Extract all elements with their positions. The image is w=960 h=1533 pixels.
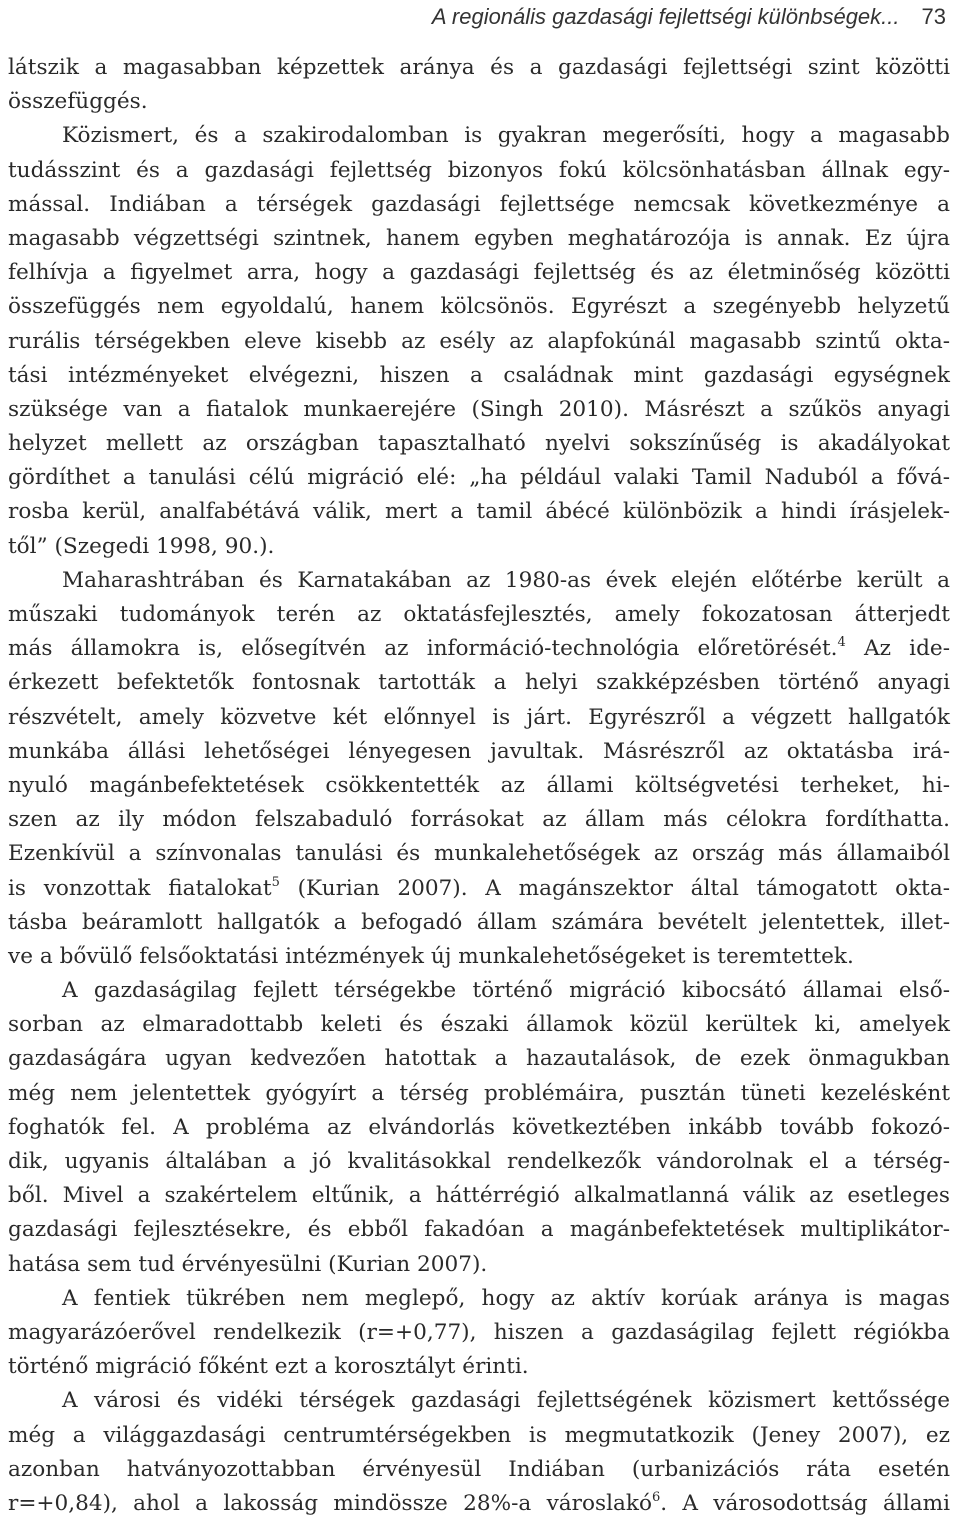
text-line [8, 1145, 950, 1179]
text-line [8, 188, 950, 222]
text-line [8, 1453, 950, 1487]
text-line [8, 735, 950, 769]
line-text-continued: (Kurian 2007). A magánszektor által támogatott okta- [279, 875, 950, 901]
line-text: rosba kerül, analfabétává válik, mert a tamil ábécé különbözik a hindi írásjelek- [8, 499, 950, 525]
text-line [8, 51, 950, 85]
line-text: összefüggés nem egyoldalú, hanem kölcsönös. Egyrészt a szegényebb helyzetű [8, 294, 950, 320]
text-line [8, 530, 950, 564]
line-text: gazdaságára ugyan kedvezően hatottak a hazautalások, de ezek önmagukban [8, 1046, 950, 1072]
text-line [8, 906, 950, 940]
text-line [8, 1042, 950, 1076]
line-text: is vonzottak fiatalokat [8, 875, 272, 901]
line-text: felhívja a figyelmet arra, hogy a gazdasági fejlettség és az életminőség közötti [8, 260, 950, 286]
text-line [8, 1111, 950, 1145]
line-text: látszik a magasabban képzettek aránya és a gazdasági fejlettségi szint közötti [8, 55, 950, 80]
line-text: helyzet mellett az országban tapasztalható nyelvi sokszínűség is akadályokat [8, 431, 950, 457]
line-text: azonban hatványozottabban érvényesül Indiában (urbanizációs ráta esetén [8, 1456, 950, 1482]
text-line [8, 154, 950, 188]
text-line [8, 325, 950, 359]
text-line [8, 872, 950, 906]
text-line [8, 393, 950, 427]
text-line [8, 427, 950, 461]
line-text: gördíthet a tanulási célú migráció elé: „ha például valaki Tamil Naduból a fővá- [8, 465, 950, 491]
line-text: nyuló magánbefektetések csökkentették az állami költségvetési terheket, hi- [8, 772, 950, 798]
line-text: A gazdaságilag fejlett térségekbe történő migráció kibocsátó államai első- [62, 978, 950, 1004]
line-text: magasabb végzettségi szintnek, hanem egyben meghatározója is annak. Ez újra [8, 225, 950, 251]
footnote-marker: 4 [837, 635, 846, 651]
line-text: tudásszint és a gazdasági fejlettség bizonyos fokú kölcsönhatásban állnak egy- [8, 157, 950, 183]
text-line [8, 666, 950, 700]
text-line [8, 85, 950, 119]
text-line [8, 1213, 950, 1247]
line-text: sorban az elmaradottabb keleti és északi államok közül kerültek ki, amelyek [8, 1012, 950, 1038]
line-text: A fentiek tükrében nem meglepő, hogy az aktív korúak aránya is magas [62, 1285, 950, 1311]
line-text: összefüggés. [8, 89, 148, 115]
text-line [8, 940, 950, 974]
line-text: munkába állási lehetőségei lényegesen javultak. Másrészről az oktatásba irá- [8, 738, 950, 764]
line-text: foghatók fel. A probléma az elvándorlás következtében inkább tovább fokozó- [8, 1114, 950, 1140]
text-line [8, 564, 950, 598]
text-line [8, 1487, 950, 1521]
text-line [8, 290, 950, 324]
line-text: még a világgazdasági centrumtérségekben is megmutatkozik (Jeney 2007), ez [8, 1422, 950, 1448]
line-text: szen az ily módon felszabaduló forrásokat az állam más célokra fordíthatta. [8, 807, 950, 833]
text-line [8, 632, 950, 666]
text-line [8, 837, 950, 871]
text-line [8, 256, 950, 290]
line-text: még nem jelentettek gyógyírt a térség problémáira, pusztán tüneti kezelésként [8, 1080, 950, 1106]
line-text: más államokra is, elősegítvén az információ-technológia előretörését. [8, 636, 838, 662]
text-line [8, 461, 950, 495]
line-text: Maharashtrában és Karnatakában az 1980-as évek elején előtérbe került a [62, 567, 950, 593]
text-line [8, 1008, 950, 1042]
line-text: A városi és vidéki térségek gazdasági fejlettségének közismert kettőssége [62, 1388, 950, 1414]
line-text: érkezett befektetők fontosnak tartották a helyi szakképzésben történő anyagi [8, 670, 950, 696]
line-text: dik, ugyanis általában a jó kvalitásokkal rendelkezők vándorolnak el a térség- [8, 1149, 950, 1174]
line-text: magyarázóerővel rendelkezik (r=+0,77), hiszen a gazdaságilag fejlett régiókba [8, 1319, 950, 1345]
text-line [8, 1350, 950, 1384]
line-text: történő migráció főként ezt a korosztályt érinti. [8, 1354, 529, 1380]
text-line [8, 1419, 950, 1453]
line-text: műszaki tudományok terén az oktatásfejlesztés, amely fokozatosan átterjedt [8, 602, 950, 627]
text-line [8, 803, 950, 837]
line-text: tási intézményeket elvégezni, hiszen a családnak mint gazdasági egységnek [8, 362, 950, 388]
text-line [8, 222, 950, 256]
line-text: Ezenkívül a színvonalas tanulási és munkalehetőségek az ország más államaiból [8, 841, 950, 867]
text-line [8, 598, 950, 632]
text-line [8, 701, 950, 735]
line-text: től” (Szegedi 1998, 90.). [8, 533, 275, 559]
line-text-continued: . A városodottság állami [660, 1490, 950, 1516]
footnote-marker: 5 [271, 874, 280, 890]
line-text: tásba beáramlott hallgatók a befogadó állam számára bevételt jelentettek, illet- [8, 909, 950, 935]
line-text: Közismert, és a szakirodalomban is gyakran megerősíti, hogy a magasabb [62, 123, 950, 149]
text-line [8, 119, 950, 153]
page-number: 73 [921, 4, 946, 29]
line-text: ből. Mivel a szakértelem eltűnik, a háttérrégió alkalmatlanná válik az esetleges [8, 1183, 950, 1209]
running-title: A regionális gazdasági fejlettségi különbségek... [431, 4, 900, 29]
line-text: gazdasági fejlesztésekre, és ebből fakadóan a magánbefektetések multiplikátor- [8, 1217, 950, 1243]
line-text: mással. Indiában a térségek gazdasági fejlettsége nemcsak következménye a [8, 191, 950, 217]
line-text: rurális térségekben eleve kisebb az esély az alapfokúnál magasabb szintű okta- [8, 328, 950, 354]
footnote-marker: 6 [651, 1489, 661, 1505]
text-line [8, 1384, 950, 1418]
text-line [8, 495, 950, 529]
text-line [8, 1316, 950, 1350]
line-text: ve a bővülő felsőoktatási intézmények új munkalehetőségeket is teremtettek. [8, 943, 854, 969]
text-line [8, 1077, 950, 1111]
line-text: szüksége van a fiatalok munkaerejére (Singh 2010). Másrészt a szűkös anyagi [8, 396, 950, 422]
line-text: hatása sem tud érvényesülni (Kurian 2007). [8, 1251, 488, 1277]
text-line [8, 1282, 950, 1316]
line-text: részvételt, amely közvetve két előnnyel is járt. Egyrészről a végzett hallgatók [8, 704, 950, 730]
text-line [8, 769, 950, 803]
running-header [432, 2, 946, 32]
body-text [8, 51, 950, 1521]
text-line [8, 1179, 950, 1213]
line-text: r=+0,84), ahol a lakosság mindössze 28%-a városlakó [8, 1490, 652, 1516]
text-line [8, 359, 950, 393]
text-line [8, 974, 950, 1008]
line-text-continued: Az ide- [845, 636, 950, 662]
text-line [8, 1248, 950, 1282]
